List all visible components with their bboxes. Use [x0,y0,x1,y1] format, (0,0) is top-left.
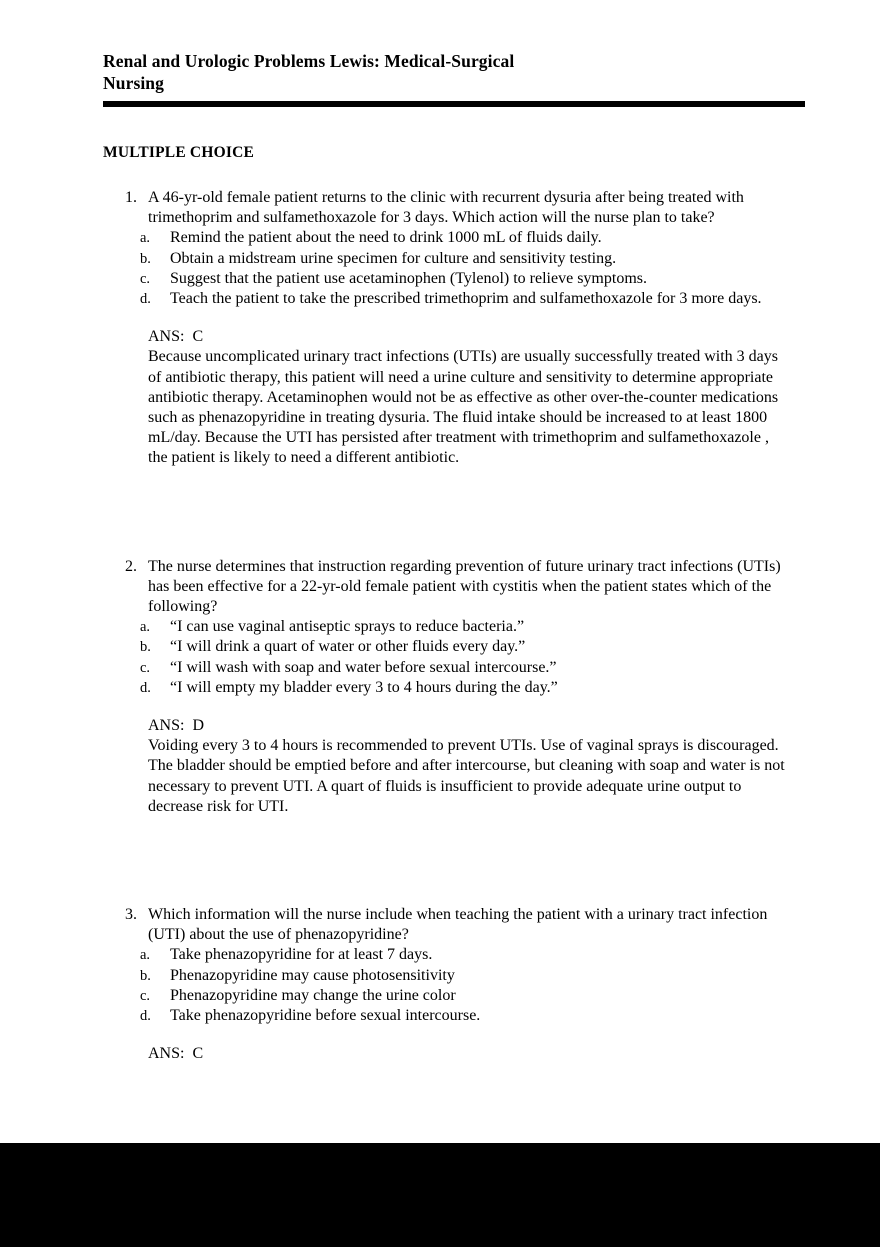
option-list [103,617,808,698]
option-text: Suggest that the patient use acetaminophen (Tylenol) to relieve symptoms. [170,269,647,287]
option-item[interactable] [103,986,808,1006]
option-item[interactable] [103,678,808,698]
question-text: Which information will the nurse include when teaching the patient with a urinary tract infection (UTI) about the use of phenazopyridine? [148,906,768,944]
option-item[interactable] [103,966,808,986]
option-text: “I will drink a quart of water or other fluids every day.” [170,638,526,656]
document-title: Renal and Urologic Problems Lewis: Medical-Surgical Nursing [103,51,515,93]
option-text: Obtain a midstream urine specimen for culture and sensitivity testing. [170,249,617,267]
option-item[interactable] [103,269,808,289]
option-letter: c. [140,270,151,287]
answer-rationale: Voiding every 3 to 4 hours is recommended to prevent UTIs. Use of vaginal sprays is discouraged. The bladder should be emptied before and after intercourse, but cleaning with soap and water is not necessary to prevent UTI. A quart of fluids is insufficient to provide adequate urine output to decrease risk for UTI. [148,737,785,815]
option-letter: b. [140,967,151,984]
option-list [103,228,808,309]
title-divider-rule [103,101,805,107]
question-number: 2. [125,557,137,575]
option-list [103,945,808,1026]
answer-label: ANS: D [148,717,205,735]
option-item[interactable] [103,617,808,637]
option-text: Phenazopyridine may change the urine color [170,986,456,1004]
answer-block [103,716,808,817]
question-text: The nurse determines that instruction regarding prevention of future urinary tract infections (UTIs) has been effective for a 22-yr-old female patient with cystitis when the patient states which of the following? [148,557,781,616]
option-letter: d. [140,679,151,696]
question-row [103,557,808,618]
question-number: 1. [125,189,137,206]
option-text: Phenazopyridine may cause photosensitivity [170,966,455,984]
document-content [103,50,808,1065]
option-item[interactable] [103,249,808,269]
option-text: Teach the patient to take the prescribed trimethoprim and sulfamethoxazole for 3 more days. [170,290,762,308]
question-block [103,557,808,817]
option-item[interactable] [103,228,808,248]
option-item[interactable] [103,637,808,657]
option-letter: d. [140,291,151,308]
page-bottom-black-band [0,1143,880,1247]
option-letter: a. [140,947,151,964]
option-letter: d. [140,1008,151,1025]
option-letter: a. [140,230,151,247]
option-text: “I will wash with soap and water before sexual intercourse.” [170,658,557,676]
option-text: Take phenazopyridine for at least 7 days. [170,946,433,964]
question-block [103,905,808,1064]
answer-block [103,327,808,468]
option-letter: b. [140,639,151,656]
question-row [103,905,808,945]
question-row [103,188,808,228]
option-letter: a. [140,619,151,636]
option-letter: b. [140,250,151,267]
option-item[interactable] [103,1006,808,1026]
option-letter: c. [140,987,151,1004]
option-text: Take phenazopyridine before sexual intercourse. [170,1007,481,1025]
question-number: 3. [125,906,137,924]
option-item[interactable] [103,658,808,678]
option-item[interactable] [103,945,808,965]
question-text: A 46-yr-old female patient returns to the clinic with recurrent dysuria after being treated with trimethoprim and sulfamethoxazole for 3 days. Which action will the nurse plan to take? [148,189,744,227]
option-text: “I can use vaginal antiseptic sprays to reduce bacteria.” [170,618,525,636]
option-text: Remind the patient about the need to drink 1000 mL of fluids daily. [170,229,602,247]
question-block [103,188,808,469]
answer-label: ANS: C [148,328,204,346]
answer-block [103,1044,808,1064]
answer-label: ANS: C [148,1045,204,1063]
option-text: “I will empty my bladder every 3 to 4 hours during the day.” [170,678,558,696]
answer-rationale: Because uncomplicated urinary tract infections (UTIs) are usually successfully treated with 3 days of antibiotic therapy, this patient will need a urine culture and sensitivity to determine appropriate antibiotic therapy. Acetaminophen would not be as effective as other over-the-counter medications such as phenazopyridine in treating dysuria. The fluid intake should be increased to at least 1800 mL/day. Because the UTI has persisted after treatment with trimethoprim and sulfamethoxazole , the patient is likely to need a different antibiotic. [148,348,779,467]
section-heading-multiple-choice: MULTIPLE CHOICE [103,144,254,161]
option-letter: c. [140,659,151,676]
option-item[interactable] [103,289,808,309]
